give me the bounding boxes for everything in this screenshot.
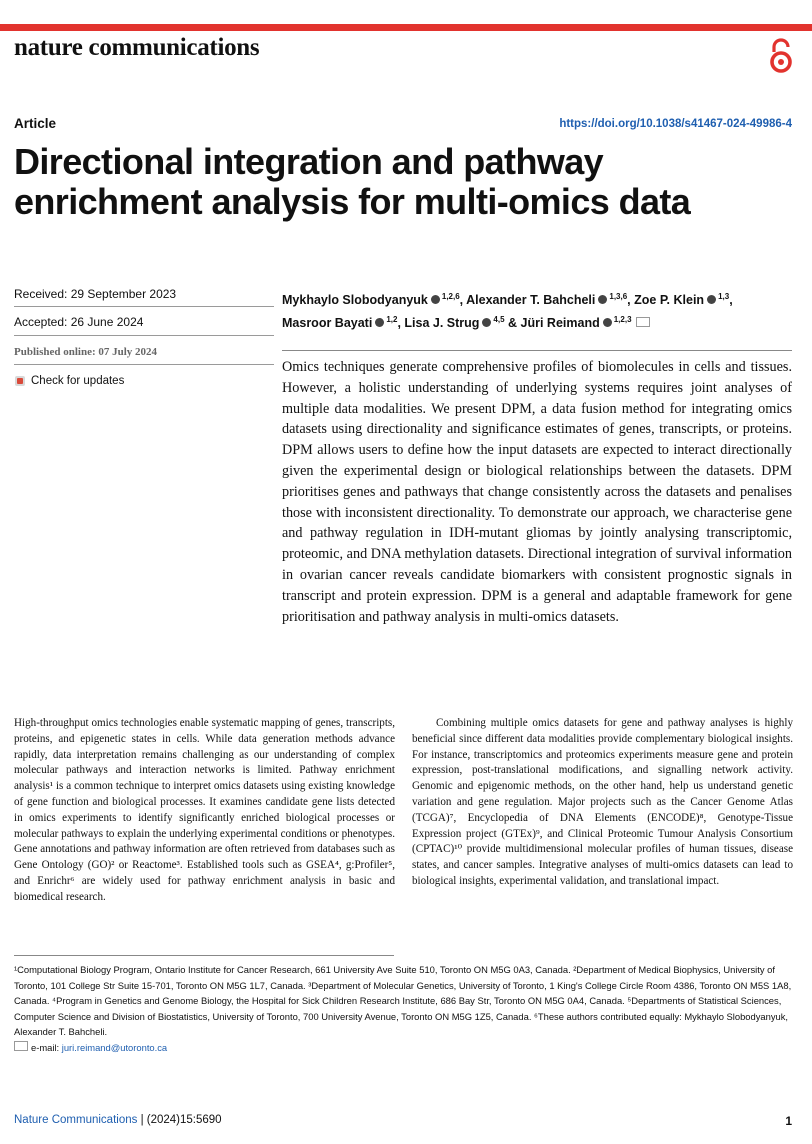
journal-name[interactable]: nature communications	[14, 34, 260, 61]
author[interactable]: Mykhaylo Slobodyanyuk $^{1,2,6}$	[282, 292, 460, 307]
footer-journal-link[interactable]: Nature Communications	[14, 1114, 138, 1126]
email-label: e-mail:	[31, 1041, 60, 1053]
affiliations	[14, 962, 792, 1056]
abstract: Omics techniques generate comprehensive profiles of biomolecules in cells and tissues. However, a holistic understanding of underlying systems requires joint analyses of multiple data modalities. We present DPM, a data fusion method for integrating omics datasets using directionality and significance estimates of genes, transcripts, or proteins. DPM allows users to define how the input datasets are expected to interact directionally given the experimental design or biological relationships between the datasets. DPM prioritises genes and pathways that change consistently across the datasets and penalises those with inconsistent directionality. To demonstrate our approach, we characterise gene and pathway regulation in IDH-mutant gliomas by jointly analysing transcriptomic, proteomic, and DNA methylation datasets. Directional integration of survival information in ovarian cancer reveals candidate biomarkers with consistent prognostic signals in transcript and protein expression. DPM is a general and adaptable framework for gene prioritisation and pathway analysis in multi-omics datasets.	[282, 359, 792, 625]
orcid-icon[interactable]	[603, 318, 612, 327]
affiliations-divider	[14, 955, 394, 956]
footer-citation	[14, 1114, 222, 1126]
footer-volume: | (2024)15:5690	[140, 1114, 222, 1126]
orcid-icon[interactable]	[482, 318, 491, 327]
affiliations-text: ¹Computational Biology Program, Ontario Institute for Cancer Research, 661 University Ave Suite 510, Toronto ON M5G 0A3, Canada. ²Department of Medical Biophysics, University of Toronto, 101 College Str Suite 15-701, Toronto ON M5G 1L7, Canada. ³Department of Molecular Genetics, University of Toronto, 1 King's College Circle Room 4386, Toronto ON M5S 1A8, Canada. ⁴Program in Genetics and Genome Biology, the Hospital for Sick Children Research Institute, 686 Bay Str, Toronto ON M5G 0A4, Canada. ⁵Departments of Statistical Sciences, Computer Science and Division of Biostatistics, University of Toronto, 700 University Avenue, Toronto ON M5G 1Z5, Canada. ⁶These authors contributed equally: Mykhaylo Slobodyanyuk, Alexander T. Bahcheli.	[14, 964, 792, 1038]
divider	[14, 306, 274, 307]
author-list: Mykhaylo Slobodyanyuk $^{1,2,6}$, Alexander T. Bahcheli $^{1,3,6}$, Zoe P. Klein $^{1,3}$, Masroor Bayati $^{1,2}$, Lisa J. Strug $^{4,5}$ & Jüri Reimand $^{1,2,3}$	[282, 292, 733, 330]
author[interactable]: Jüri Reimand $^{1,2,3}$	[521, 316, 650, 330]
doi-link[interactable]: https://doi.org/10.1038/s41467-024-49986-4	[559, 118, 792, 130]
author[interactable]: Zoe P. Klein $^{1,3}$	[634, 292, 730, 307]
article-type: Article	[14, 116, 57, 131]
body-column-right: Combining multiple omics datasets for gene and pathway analyses is highly beneficial since different data modalities provide complementary biological insights. For instance, transcriptomics and proteomics experiments measure gene and protein expression, post-translational modifications, and signalling network activity. Genomic and epigenomic methods, on the other hand, help us understand genetic variation and gene regulation. Major projects such as the Cancer Genome Atlas (TCGA)⁷, Encyclopedia of DNA Elements (ENCODE)⁸, Genotype-Tissue Expression project (GTEx)⁹, and Clinical Proteomic Tumour Analysis Consortium (CPTAC)¹⁰ provide multidimensional molecular profiles of human tissues, disease states, and cancer samples. Integrative analyses of multi-omics datasets can lead to biological insights, experimental validation, and translational impact.	[412, 717, 793, 887]
top-accent-bar	[0, 24, 812, 31]
page-number: 1	[785, 1114, 792, 1128]
divider	[14, 335, 274, 336]
accepted-date: Accepted: 26 June 2024	[14, 315, 144, 329]
open-access-icon[interactable]	[766, 38, 796, 74]
abstract-divider	[282, 350, 792, 351]
body-column-left: High-throughput omics technologies enable systematic mapping of genes, transcripts, proteins, and epigenetic states in cells. While data generation methods advance rapidly, data interpretation remains challenging as our understanding of complex molecular pathways and interaction networks is limited. Pathway enrichment analysis¹ is a common technique to interpret omics datasets using existing knowledge of gene function and biological processes. It examines candidate gene lists detected in omics experiments to identify significantly enriched biological processes or molecular pathways to explain the underlying experimental conditions or phenotypes. Gene annotations and pathway information are often retrieved from databases such as Gene Ontology (GO)² or Reactome³. Established tools such as GSEA⁴, g:Profiler⁵, and Enrichr⁶ are widely used for pathway enrichment analysis in basic and biomedical research.	[14, 717, 395, 903]
article-title: Directional integration and pathway enrichment analysis for multi-omics data	[14, 141, 691, 222]
orcid-icon[interactable]	[707, 295, 716, 304]
published-date: Published online: 07 July 2024	[14, 346, 158, 358]
author[interactable]: Alexander T. Bahcheli $^{1,3,6}$	[466, 292, 628, 307]
orcid-icon[interactable]	[598, 295, 607, 304]
check-for-updates-icon	[14, 375, 26, 387]
received-date: Received: 29 September 2023	[14, 287, 177, 301]
author[interactable]: Lisa J. Strug $^{4,5}$	[404, 315, 505, 330]
check-for-updates-label: Check for updates	[31, 375, 125, 387]
author[interactable]: Masroor Bayati $^{1,2}$	[282, 315, 398, 330]
envelope-icon	[14, 1041, 28, 1051]
divider	[14, 364, 274, 365]
email-link[interactable]: juri.reimand@utoronto.ca	[61, 1041, 168, 1053]
orcid-icon[interactable]	[431, 295, 440, 304]
envelope-icon[interactable]	[636, 317, 650, 327]
orcid-icon[interactable]	[375, 318, 384, 327]
check-for-updates-button[interactable]	[14, 375, 274, 387]
